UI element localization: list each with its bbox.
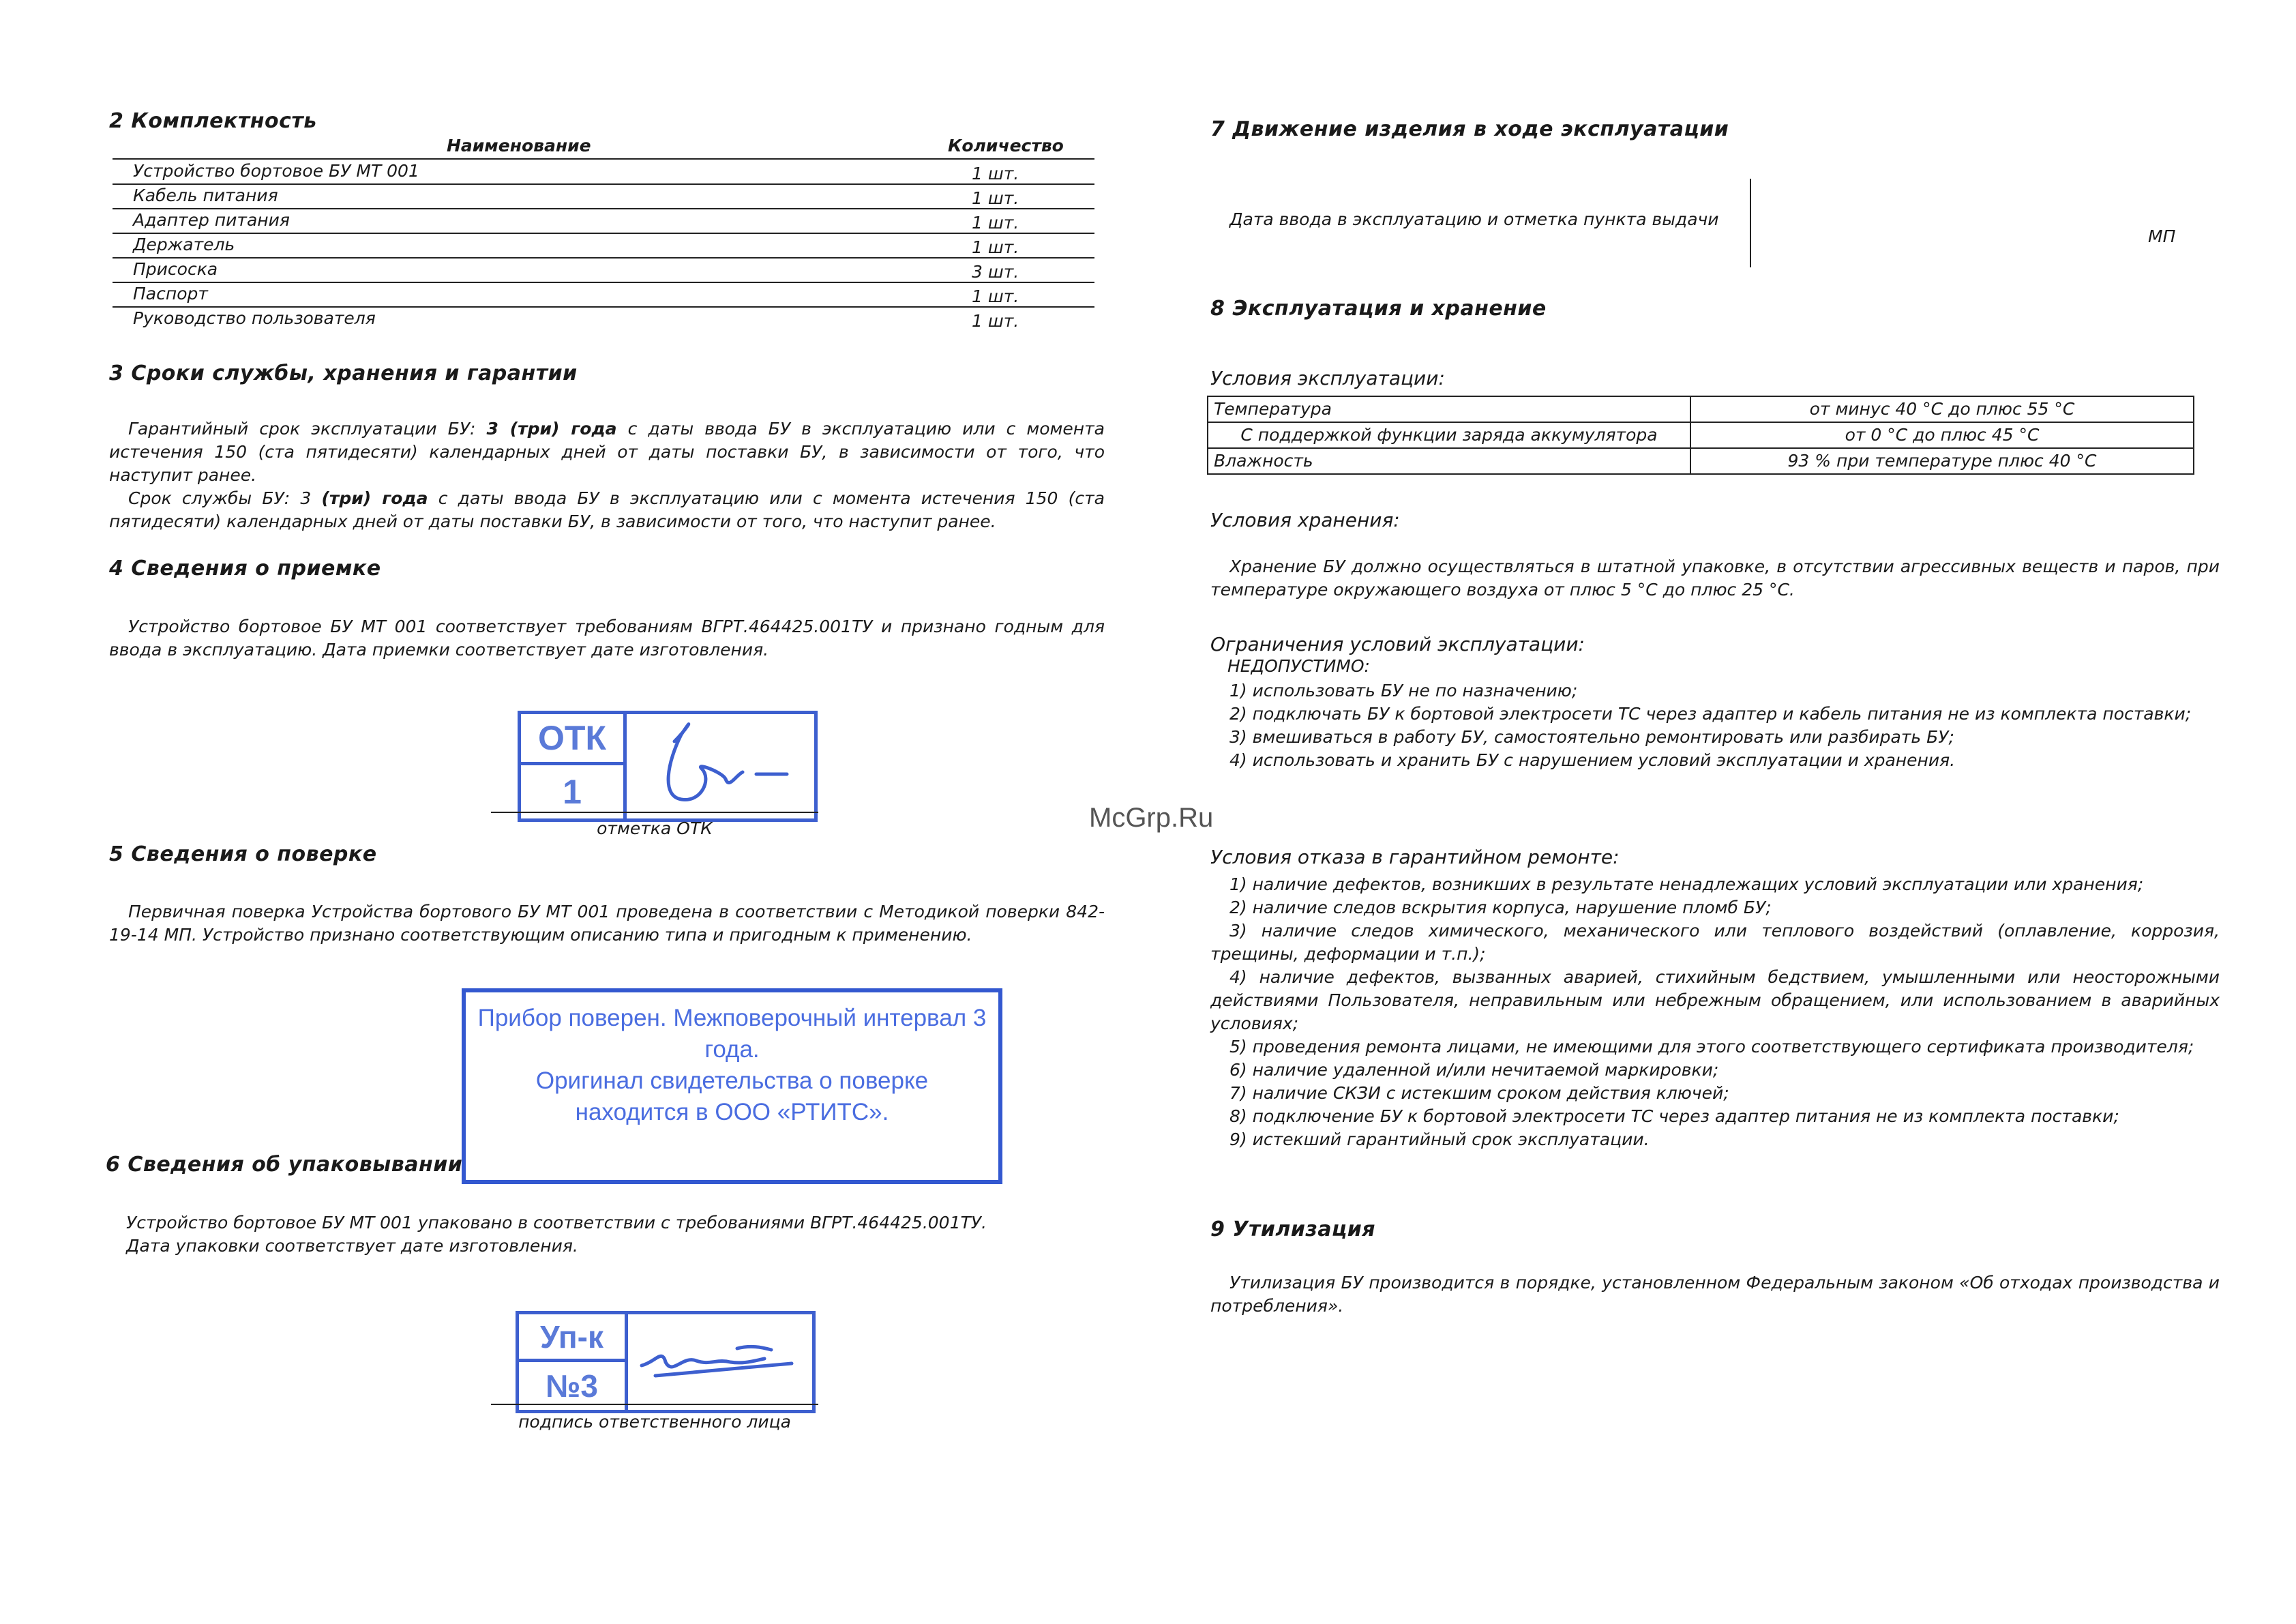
packing-stamp-label: Уп-к	[519, 1314, 628, 1362]
section-9-title: 9 Утилизация	[1210, 1217, 1376, 1241]
kit-row	[113, 209, 1094, 234]
table-row	[1208, 396, 2194, 422]
section-5-title: 5 Сведения о поверке	[109, 842, 377, 866]
limits-subtitle: НЕДОПУСТИМО:	[1227, 656, 1370, 676]
list-item: 2) подключать БУ к бортовой электросети ТС через адаптер и кабель питания не из комплекта поставки;	[1229, 704, 2192, 724]
list-item: 5) проведения ремонта лицами, не имеющими для этого соответствующего сертификата производителя;	[1229, 1037, 2194, 1057]
otk-signature-line	[491, 812, 818, 813]
packing-stamp	[516, 1311, 816, 1413]
text-span: с даты ввода БУ в эксплуатацию или с момента истечения 150 (ста пятидесяти) календарных дней от даты поставки БУ, в зависимости от того, что наступит ранее.	[109, 488, 1105, 531]
operating-conditions-title: Условия эксплуатации:	[1210, 367, 1445, 389]
kit-row-name: Руководство пользователя	[133, 308, 376, 328]
otk-caption: отметка ОТК	[597, 818, 713, 838]
signature-icon	[635, 1321, 812, 1396]
param-cell: С поддержкой функции заряда аккумулятора	[1208, 422, 1690, 448]
list-item: 3) наличие следов химического, механического или теплового воздействий (оплавление, коррозия, трещины, деформации и т.п.);	[1210, 921, 2220, 964]
list-item: 4) наличие дефектов, вызванных аварией, стихийным бедствием, умышленными или неосторожными действиями Пользователя, неправильным или небрежным обращением, или использованием в аварийных условиях;	[1210, 967, 2220, 1033]
entry-divider	[1750, 179, 1751, 267]
kit-row	[113, 258, 1094, 283]
entry-date-label: Дата ввода в эксплуатацию и отметка пункта выдачи	[1229, 209, 1719, 229]
kit-row-qty: 1 шт.	[972, 164, 1019, 183]
list-item: 9) истекший гарантийный срок эксплуатации.	[1229, 1130, 1650, 1149]
section-4-title: 4 Сведения о приемке	[109, 557, 381, 580]
kit-table-header	[113, 134, 1094, 160]
section-7-title: 7 Движение изделия в ходе эксплуатации	[1210, 117, 1729, 141]
section-6-body	[126, 1211, 1108, 1258]
signature-icon	[647, 714, 811, 816]
limits-title: Ограничения условий эксплуатации:	[1210, 633, 1585, 655]
section-8-title: 8 Эксплуатация и хранение	[1210, 297, 1547, 321]
section-6-title: 6 Сведения об упаковывании	[106, 1153, 463, 1177]
packing-line-1: Устройство бортовое БУ МТ 001 упаковано в соответствии с требованиями ВГРТ.464425.001ТУ.	[126, 1213, 987, 1232]
kit-row	[113, 160, 1094, 185]
refusal-list	[1210, 873, 2220, 1151]
verification-stamp	[462, 988, 1002, 1184]
packing-stamp-number: №3	[519, 1362, 628, 1410]
otk-stamp-number: 1	[521, 765, 627, 818]
col-qty-header: Количество	[948, 136, 1064, 156]
kit-row-name: Кабель питания	[133, 186, 278, 205]
value-cell: 93 % при температуре плюс 40 °C	[1690, 448, 2194, 474]
kit-row-qty: 1 шт.	[972, 237, 1019, 257]
kit-row-qty: 1 шт.	[972, 188, 1019, 208]
text-span: Срок службы БУ: 3	[128, 488, 322, 508]
list-item: 8) подключение БУ к бортовой электросети ТС через адаптер питания не из комплекта поставки;	[1229, 1106, 2119, 1126]
table-row	[1208, 422, 2194, 448]
refusal-title: Условия отказа в гарантийном ремонте:	[1210, 846, 1620, 868]
packing-caption: подпись ответственного лица	[518, 1412, 791, 1432]
section-9-text: Утилизация БУ производится в порядке, установленном Федеральным законом «Об отходах производства и потребления».	[1210, 1273, 2220, 1316]
section-3-body	[109, 417, 1105, 533]
kit-row-name: Адаптер питания	[133, 210, 290, 230]
packing-signature-line	[491, 1404, 818, 1405]
watermark: McGrp.Ru	[1089, 803, 1214, 833]
kit-row-name: Держатель	[133, 235, 235, 254]
mp-label: МП	[2148, 226, 2176, 246]
param-cell: Температура	[1208, 396, 1690, 422]
table-row	[1208, 448, 2194, 474]
kit-row-qty: 1 шт.	[972, 213, 1019, 233]
kit-row-name: Паспорт	[133, 284, 208, 304]
section-2-title: 2 Комплектность	[109, 109, 317, 133]
kit-row	[113, 184, 1094, 209]
service-life-paragraph	[109, 487, 1105, 533]
text-span: с даты ввода БУ в эксплуатацию или с момента истечения 150 (ста пятидесяти) календарных дней от даты поставки БУ, в зависимости от того, что наступит ранее.	[109, 419, 1105, 485]
text-bold: (три) года	[321, 488, 428, 508]
value-cell: от 0 °C до плюс 45 °C	[1690, 422, 2194, 448]
section-5-text: Первичная поверка Устройства бортового БУ МТ 001 проведена в соответствии с Методикой поверки 842-19-14 МП. Устройство признано соответствующим описанию типа и пригодным к применению.	[109, 902, 1105, 945]
kit-row-qty: 1 шт.	[972, 286, 1019, 306]
storage-text: Хранение БУ должно осуществляться в штатной упаковке, в отсутствии агрессивных веществ и паров, при температуре окружающего воздуха от плюс 5 °C до плюс 25 °C.	[1210, 557, 2220, 600]
section-4-text: Устройство бортовое БУ МТ 001 соответствует требованиям ВГРТ.464425.001ТУ и признано годным для ввода в эксплуатацию. Дата приемки соответствует дате изготовления.	[109, 617, 1105, 660]
kit-row-name: Присоска	[133, 259, 218, 279]
verification-stamp-text	[466, 1003, 998, 1128]
list-item: 6) наличие удаленной и/или нечитаемой маркировки;	[1229, 1060, 1719, 1080]
param-cell: Влажность	[1208, 448, 1690, 474]
section-3-title: 3 Сроки службы, хранения и гарантии	[109, 361, 578, 385]
otk-stamp-label: ОТК	[521, 714, 627, 765]
warranty-paragraph	[109, 417, 1105, 487]
kit-row-qty: 1 шт.	[972, 311, 1019, 331]
kit-row	[113, 307, 1094, 331]
list-item: 1) наличие дефектов, возникших в результате ненадлежащих условий эксплуатации или хранения;	[1229, 874, 2144, 894]
value-cell: от минус 40 °C до плюс 55 °C	[1690, 396, 2194, 422]
col-name-header: Наименование	[447, 136, 591, 156]
kit-row-qty: 3 шт.	[972, 262, 1019, 282]
list-item: 4) использовать и хранить БУ с нарушением условий эксплуатации и хранения.	[1229, 750, 1956, 770]
operating-conditions-table	[1207, 396, 2194, 475]
list-item: 2) наличие следов вскрытия корпуса, нарушение пломб БУ;	[1229, 898, 1772, 917]
otk-stamp	[518, 711, 818, 822]
stamp-line: Оригинал свидетельства о поверке	[535, 1067, 929, 1094]
kit-row	[113, 282, 1094, 308]
limits-list	[1210, 679, 2220, 772]
list-item: 7) наличие СКЗИ с истекшим сроком действия ключей;	[1229, 1083, 1729, 1103]
list-item: 1) использовать БУ не по назначению;	[1229, 681, 1578, 700]
kit-row	[113, 233, 1094, 259]
kit-row-name: Устройство бортовое БУ МТ 001	[133, 161, 419, 181]
stamp-line: Прибор поверен. Межповерочный интервал 3 года.	[477, 1005, 987, 1063]
storage-title: Условия хранения:	[1210, 509, 1400, 531]
stamp-line: находится в ООО «РТИТС».	[575, 1099, 889, 1125]
packing-line-2: Дата упаковки соответствует дате изготовления.	[126, 1236, 578, 1256]
text-bold: 3 (три) года	[486, 419, 617, 439]
list-item: 3) вмешиваться в работу БУ, самостоятельно ремонтировать или разбирать БУ;	[1229, 727, 1954, 747]
text-span: Гарантийный срок эксплуатации БУ:	[128, 419, 487, 439]
